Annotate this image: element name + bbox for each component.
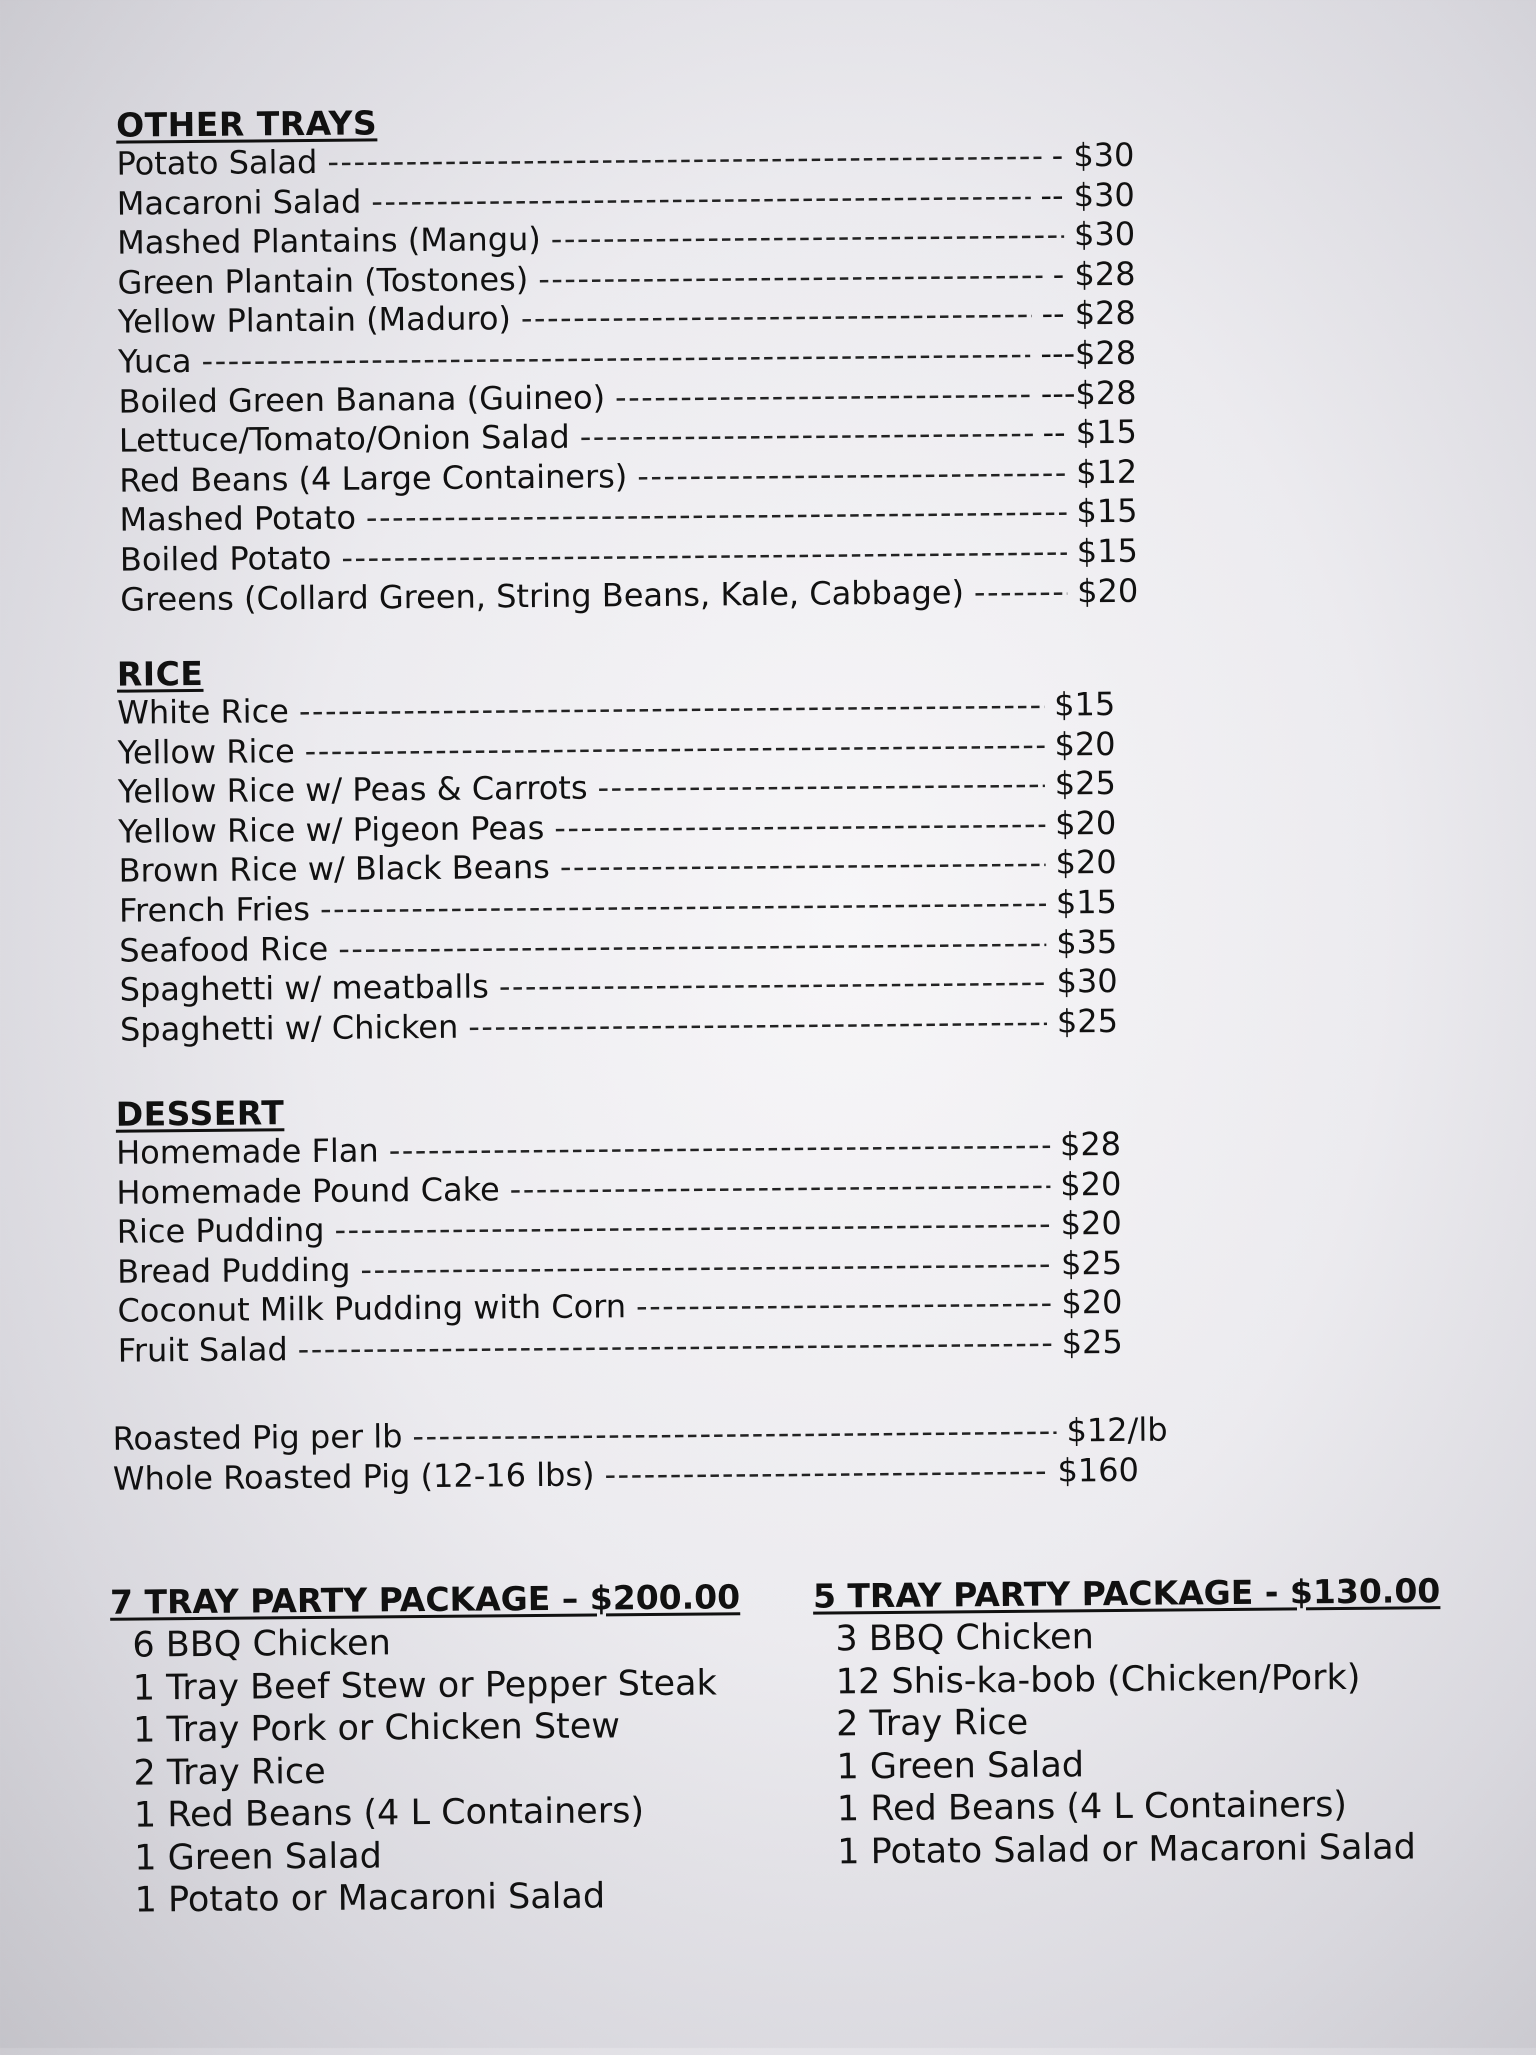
dot-leader [366, 493, 1067, 539]
item-name: Homemade Pound Cake [116, 1169, 500, 1212]
dot-leader [499, 963, 1047, 1007]
item-name: Fruit Salad [117, 1330, 288, 1370]
roasted-pig-section [112, 1411, 1168, 1499]
dot-leader [554, 804, 1045, 848]
item-price: -- $28 [1041, 294, 1136, 333]
rice-section [117, 647, 1118, 1050]
menu-item [113, 1450, 1139, 1499]
item-name: Spaghetti w/ meatballs [119, 967, 490, 1009]
item-name: Roasted Pig per lb [112, 1417, 403, 1458]
dot-leader [637, 453, 1066, 496]
item-price: - $30 [1051, 135, 1135, 175]
item-name: Macaroni Salad [116, 182, 362, 223]
item-price: $20 [1061, 1283, 1123, 1322]
item-price: $20 [1055, 803, 1117, 843]
dot-leader [580, 414, 1033, 458]
dot-leader [604, 1451, 1047, 1494]
dot-leader [412, 1411, 1056, 1456]
dot-leader [320, 884, 1046, 930]
menu-item [118, 1323, 1123, 1371]
dot-leader [974, 572, 1068, 612]
item-price: $30 [1056, 962, 1118, 1001]
item-name: Potato Salad [116, 142, 318, 183]
item-name: Yellow Rice w/ Pigeon Peas [118, 808, 545, 851]
dot-leader [560, 844, 1046, 888]
item-price: $160 [1057, 1450, 1140, 1490]
item-name: Red Beans (4 Large Containers) [119, 456, 628, 500]
item-price: $25 [1054, 764, 1117, 803]
item-price: - $28 [1052, 254, 1136, 294]
dot-leader [538, 255, 1043, 299]
item-price: $25 [1056, 1001, 1119, 1041]
package-item: 1 Green Salad [836, 1744, 1085, 1787]
dot-leader [338, 923, 1046, 969]
item-name: Mashed Potato [119, 498, 357, 539]
package-item: 1 Red Beans (4 L Containers) [133, 1791, 645, 1836]
item-price: -- $15 [1042, 412, 1138, 452]
item-name: White Rice [117, 692, 290, 732]
package-7-tray [110, 1575, 793, 1922]
dot-leader [636, 1284, 1052, 1327]
item-price: $12 [1075, 452, 1138, 492]
item-price: $20 [1060, 1164, 1122, 1204]
package-item: 2 Tray Rice [835, 1702, 1029, 1745]
item-name: Homemade Flan [115, 1131, 379, 1172]
item-name: Spaghetti w/ Chicken [119, 1007, 459, 1049]
item-name: Brown Rice w/ Black Beans [118, 848, 551, 891]
item-price: $20 [1055, 843, 1117, 882]
package-item: 12 Shis-ka-bob (Chicken/Pork) [835, 1657, 1361, 1702]
item-price: $20 [1054, 724, 1116, 764]
item-price: $28 [1059, 1124, 1122, 1164]
item-price: $15 [1076, 531, 1139, 571]
other-trays-section [116, 98, 1138, 620]
item-price: $15 [1055, 882, 1118, 922]
item-price: ---$28 [1040, 333, 1137, 373]
dessert-section [116, 1087, 1123, 1371]
item-price: $25 [1060, 1243, 1123, 1283]
dot-leader [615, 374, 1031, 417]
dot-leader [521, 295, 1032, 339]
dot-leader [597, 765, 1045, 808]
package-item: 1 Green Salad [134, 1835, 382, 1879]
menu-item [120, 571, 1138, 619]
item-price: $12/lb [1066, 1410, 1168, 1450]
item-price: $20 [1076, 571, 1139, 610]
item-price: ---$28 [1040, 373, 1137, 413]
item-name: Whole Roasted Pig (12-16 lbs) [112, 1455, 595, 1498]
package-5-title: 5 TRAY PARTY PACKAGE - $130.00 [812, 1571, 1441, 1616]
dot-leader [298, 1324, 1052, 1370]
package-item: 1 Tray Beef Stew or Pepper Steak [132, 1662, 717, 1709]
dot-leader [389, 1126, 1051, 1171]
package-5-tray [813, 1569, 1496, 1874]
menu-item [120, 1002, 1118, 1050]
dot-leader [510, 1165, 1051, 1209]
item-name: Boiled Green Banana (Guineo) [118, 377, 606, 421]
item-name: Rice Pudding [116, 1211, 325, 1251]
rice-heading: RICE [116, 653, 204, 694]
dot-leader [341, 532, 1067, 578]
item-price: $25 [1061, 1322, 1123, 1362]
package-item: 6 BBQ Chicken [132, 1623, 391, 1666]
dot-leader [360, 1244, 1051, 1290]
dot-leader [299, 686, 1045, 732]
item-price: $15 [1053, 684, 1116, 724]
item-name: Green Plantain (Tostones) [117, 259, 529, 302]
package-item: 1 Potato or Macaroni Salad [134, 1876, 606, 1921]
dot-leader [305, 725, 1045, 771]
item-name: Boiled Potato [119, 538, 332, 579]
other-trays-heading: OTHER TRAYS [115, 103, 378, 145]
package-item: 2 Tray Rice [133, 1751, 326, 1794]
item-name: French Fries [118, 889, 311, 930]
package-item: 3 BBQ Chicken [835, 1617, 1094, 1660]
item-name: Bread Pudding [116, 1250, 351, 1291]
item-price: -- $30 [1040, 175, 1135, 215]
package-item: 1 Potato Salad or Macaroni Salad [837, 1826, 1417, 1872]
item-price: $20 [1060, 1204, 1122, 1243]
item-name: Mashed Plantains (Mangu) [116, 220, 541, 262]
dessert-heading: DESSERT [115, 1093, 285, 1134]
item-name: Yuca [118, 341, 192, 381]
item-name: Coconut Milk Pudding with Corn [117, 1287, 627, 1331]
item-price: $35 [1056, 922, 1118, 962]
item-name: Yellow Plantain (Maduro) [117, 299, 512, 342]
item-name: Yellow Rice [117, 731, 295, 772]
dot-leader [327, 137, 1042, 183]
dot-leader [371, 176, 1030, 221]
item-name: Yellow Rice w/ Peas & Carrots [117, 768, 588, 811]
dot-leader [551, 216, 1065, 260]
dot-leader [334, 1205, 1051, 1251]
item-name: Lettuce/Tomato/Onion Salad [118, 417, 570, 460]
item-price: $30 [1073, 214, 1136, 254]
dot-leader [468, 1002, 1047, 1047]
item-price: $15 [1076, 492, 1138, 531]
package-7-title: 7 TRAY PARTY PACKAGE – $200.00 [109, 1577, 741, 1622]
package-item: 1 Red Beans (4 L Containers) [836, 1784, 1348, 1830]
package-item: 1 Tray Pork or Chicken Stew [132, 1706, 621, 1751]
item-name: Greens (Collard Green, String Beans, Kale, Cabbage) [120, 572, 965, 619]
item-name: Seafood Rice [119, 929, 329, 970]
